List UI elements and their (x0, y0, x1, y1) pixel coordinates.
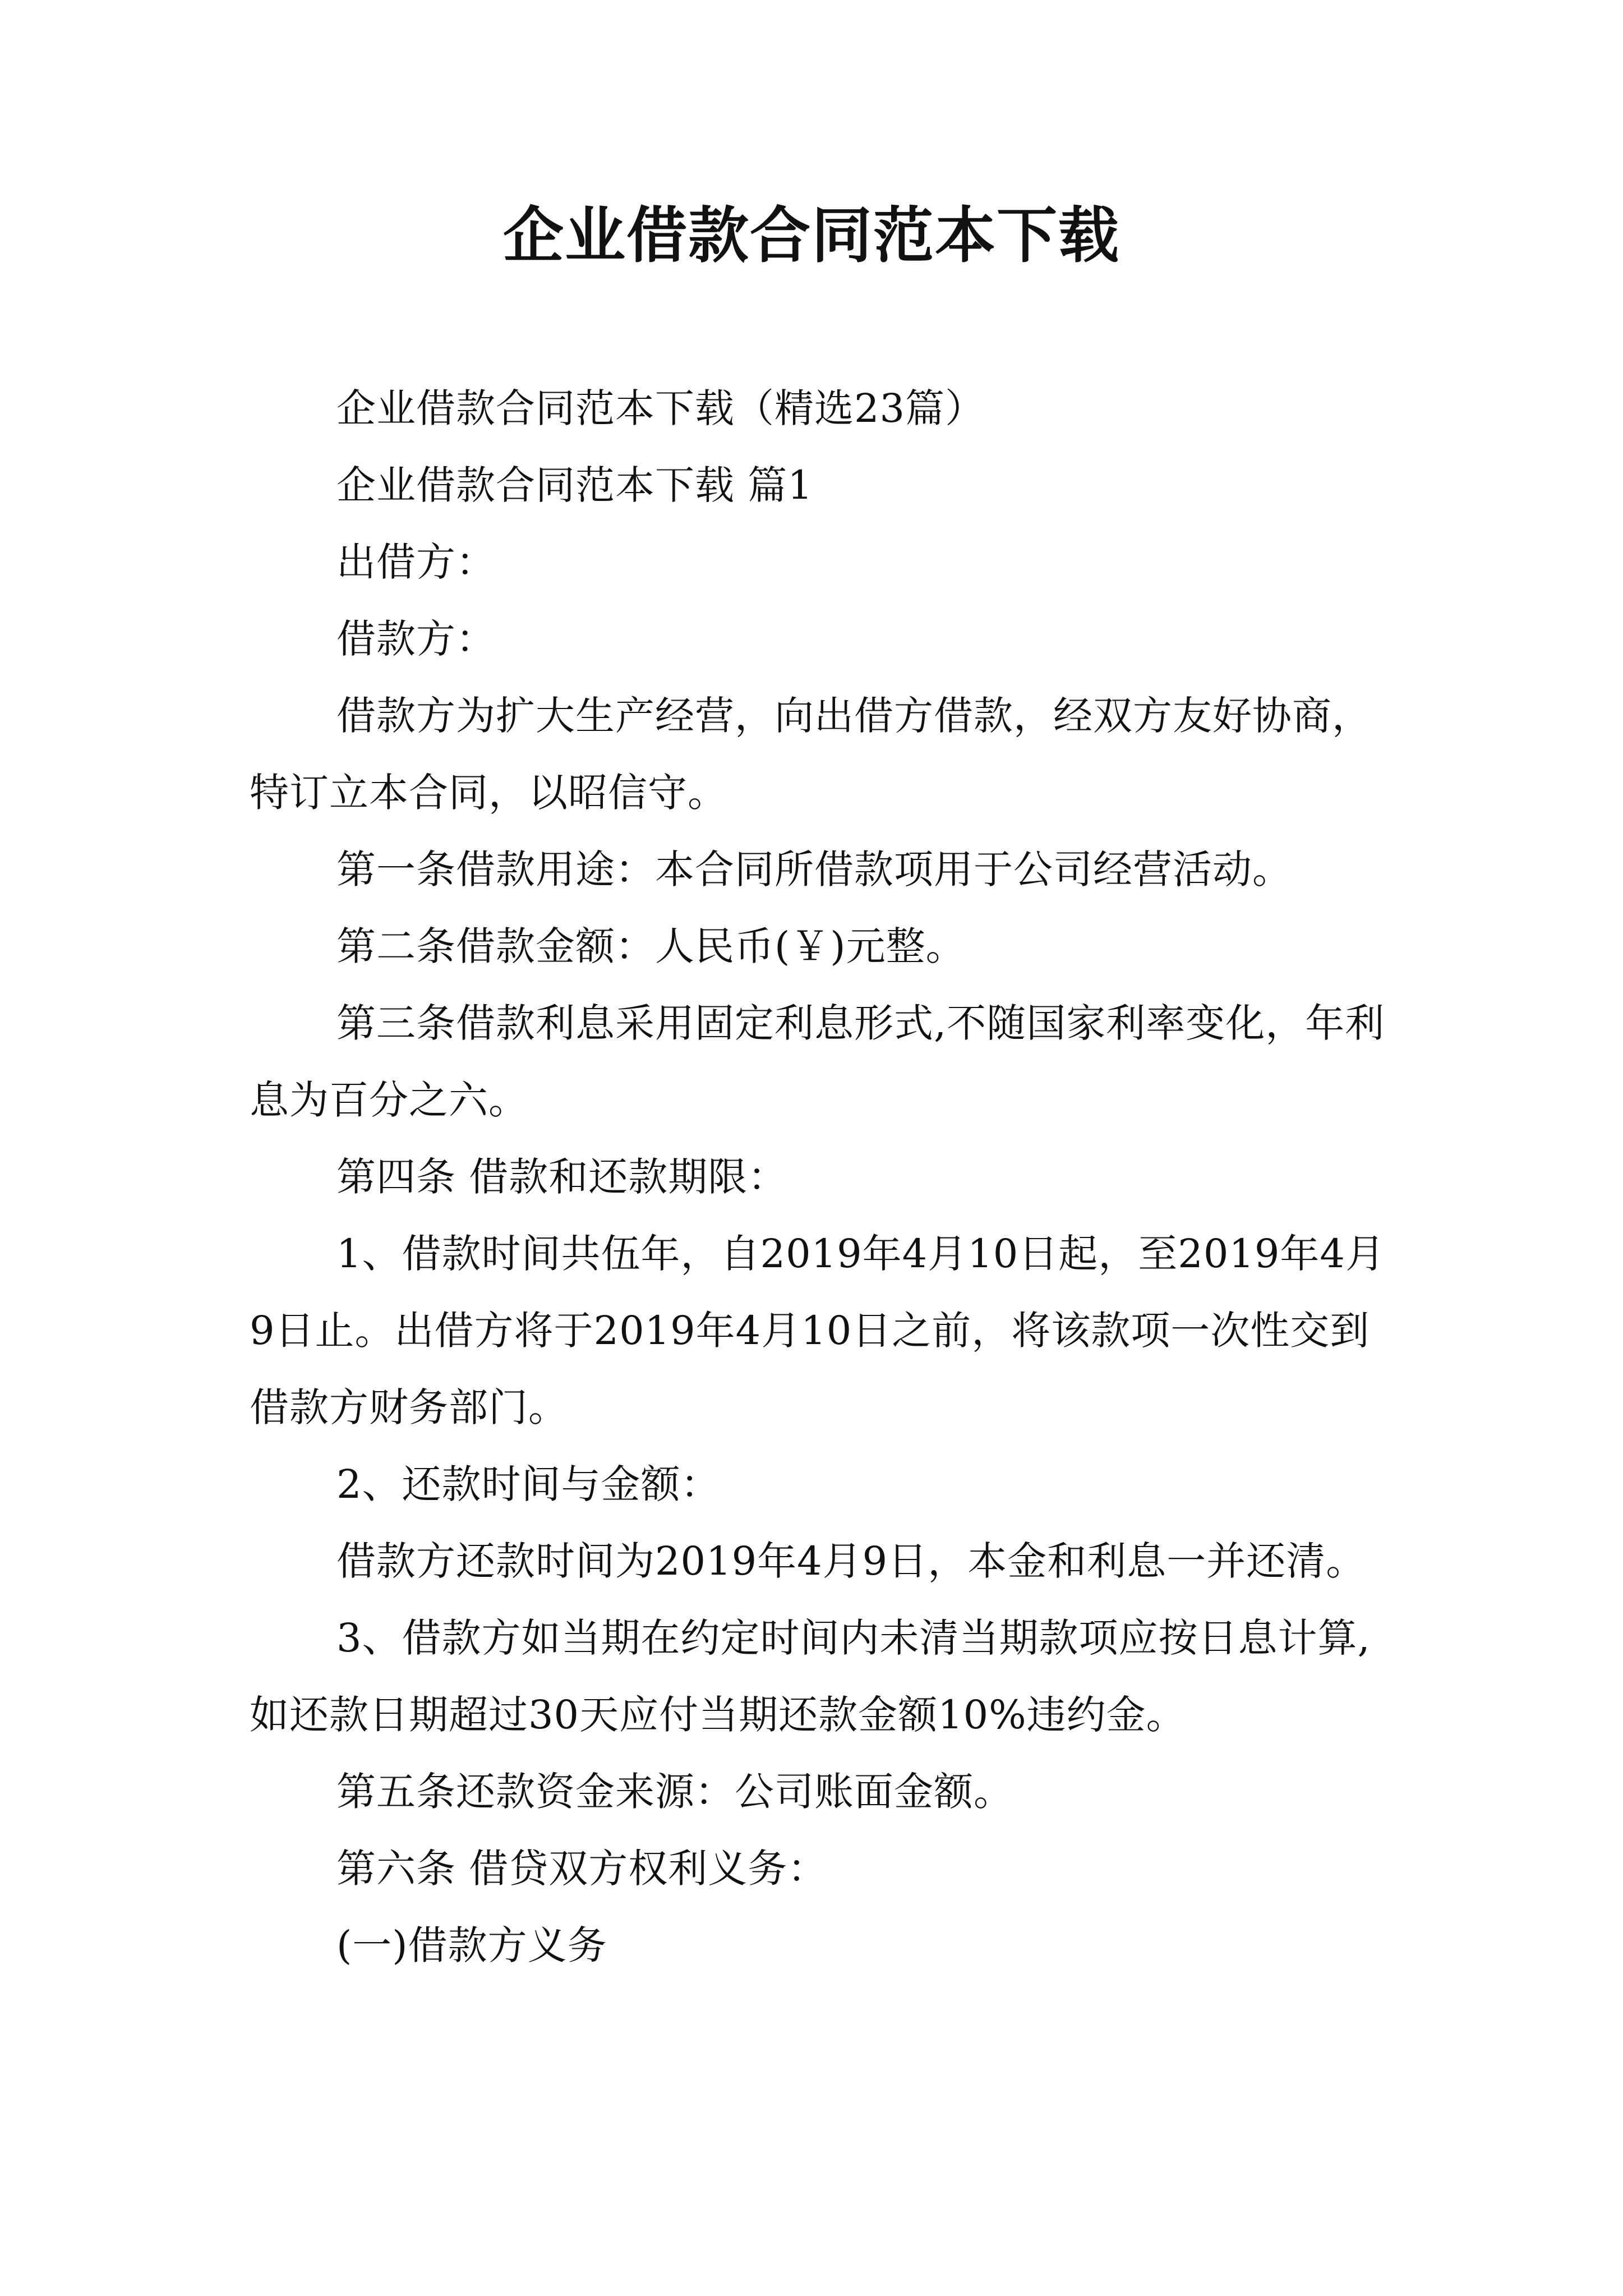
paragraph-subtitle: 企业借款合同范本下载（精选23篇） (336, 385, 985, 431)
paragraph-article-3: 第三条借款利息采用固定利息形式,不随国家利率变化，年利息为百分之六。 (250, 1000, 1385, 1123)
paragraph-article-2: 第二条借款金额：人民币(￥)元整。 (336, 923, 966, 969)
paragraph-article-6: 第六条 借贷双方权利义务： (336, 1846, 828, 1892)
paragraph-borrower-obligations: (一)借款方义务 (336, 1922, 607, 1968)
document-title: 企业借款合同范本下载 (502, 200, 1120, 271)
paragraph-lender: 出借方： (336, 539, 496, 585)
document-body (250, 370, 1388, 1984)
paragraph-article-4-item-3: 3、借款方如当期在约定时间内未清当期款项应按日息计算,如还款日期超过30天应付当期还款金额10%违约金。 (250, 1615, 1371, 1738)
paragraph-borrower: 借款方： (336, 616, 496, 662)
paragraph-article-1: 第一条借款用途：本合同所借款项用于公司经营活动。 (336, 846, 1292, 892)
paragraph-repayment-time: 借款方还款时间为2019年4月9日，本金和利息一并还清。 (336, 1538, 1366, 1584)
paragraph-preamble: 借款方为扩大生产经营，向出借方借款，经双方友好协商，特订立本合同，以昭信守。 (250, 693, 1372, 816)
paragraph-article-4: 第四条 借款和还款期限： (336, 1154, 788, 1200)
paragraph-article-5: 第五条还款资金来源：公司账面金额。 (336, 1769, 1013, 1815)
paragraph-article-4-item-1: 1、借款时间共伍年，自2019年4月10日起，至2019年4月9日止。出借方将于2019年4月10日之前，将该款项一次性交到借款方财务部门。 (250, 1231, 1385, 1430)
paragraph-article-4-item-2: 2、还款时间与金额： (336, 1461, 721, 1507)
paragraph-section-heading: 企业借款合同范本下载 篇1 (336, 462, 813, 508)
